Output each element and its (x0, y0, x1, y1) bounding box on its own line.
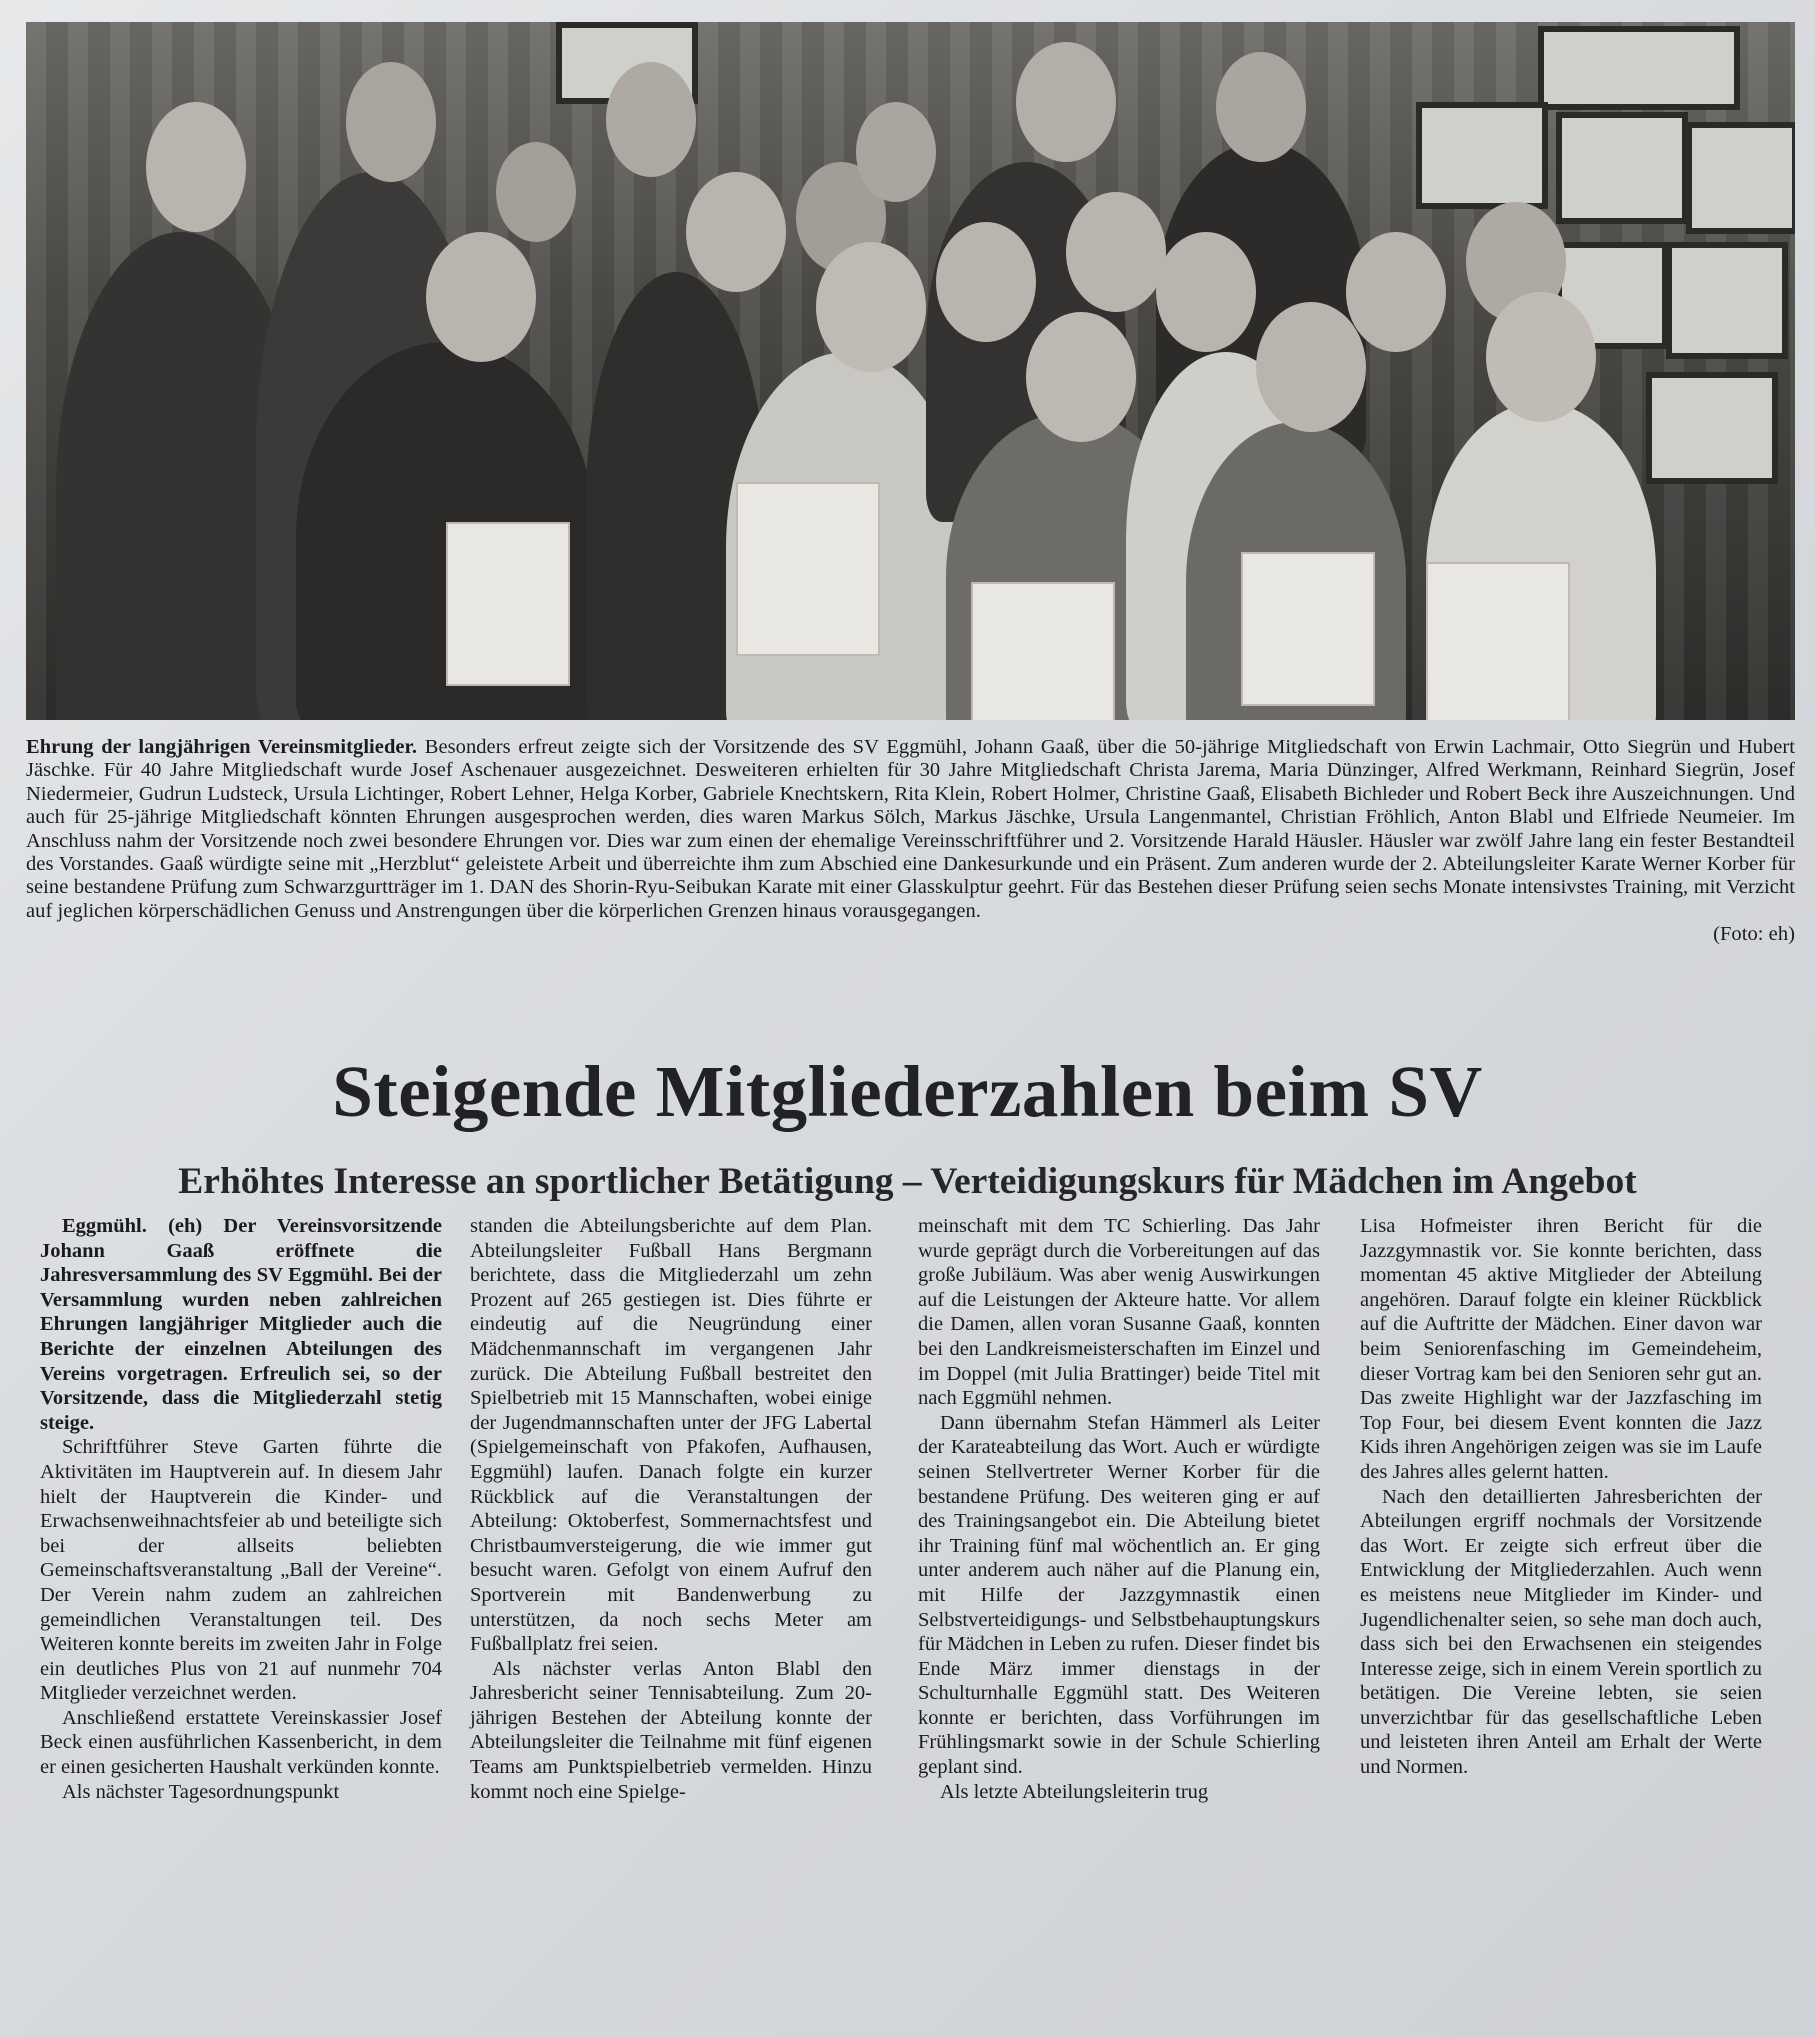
article-paragraph: Lisa Hofmeister ihren Bericht für die Jazzgymnastik vor. Sie konnte berichten, dass momentan 45 aktive Mitglieder der Abteilung angehören. Darauf folgte ein kleiner Rückblick auf die Auftritte der Mädchen. Einer davon war beim Seniorenfasching im Gemeindeheim, dieser Vortrag kam bei den Senioren sehr gut an. Das zweite Highlight war der Jazzfasching im Top Four, bei diesem Event konnten die Jazz Kids ihren Angehörigen zeigen was sie im Laufe des Jahres alles gelernt hatten. (1360, 1215, 1762, 1483)
face (606, 62, 696, 177)
certificate (446, 522, 570, 686)
group-photo (26, 22, 1795, 720)
photo-caption (26, 736, 1795, 947)
article-paragraph: Als nächster Tagesordnungspunkt (62, 1780, 340, 1803)
article-paragraph: Anschließend erstattete Vereinskassier Josef Beck einen ausführlichen Kassenbericht, in dem er einen gesicherten Haushalt verkünden konnte. (40, 1706, 442, 1779)
face (1156, 232, 1256, 352)
wall-picture (1556, 112, 1688, 224)
face (426, 232, 536, 362)
certificate (971, 582, 1115, 720)
face (496, 142, 576, 242)
article-paragraph: standen die Abteilungsberichte auf dem Plan. Abteilungsleiter Fußball Hans Bergmann berichtete, dass die Mitgliederzahl um zehn Prozent auf 265 gestiegen ist. Dies führte er eindeutig auf die Neugründung einer Mädchenmannschaft im vergangenen Jahr zurück. Die Abteilung Fußball bestreitet den Spielbetrieb mit 15 Mannschaften, wobei einige der Jugendmannschaften unter der JFG Labertal (Spielgemeinschaft von Pfakofen, Aufhausen, Eggmühl) laufen. Danach folgte ein kurzer Rückblick auf die Veranstaltungen der Abteilung: Oktoberfest, Sommernachtsfest und Christbaumversteigerung, die wie immer gut besucht waren. Gefolgt von einem Aufruf den Sportverein mit Bandenwerbung zu unterstützen, da noch sechs Meter am Fußballplatz frei seien. (470, 1215, 872, 1656)
article-column-2 (470, 1214, 872, 1804)
face (346, 62, 436, 182)
certificate (1426, 562, 1570, 720)
article-lead-paragraph: Eggmühl. (eh) Der Vereinsvorsitzende Johann Gaaß eröffnete die Jahresversammlung des SV Eggmühl. Bei der Versammlung wurden neben zahlreichen Ehrungen langjähriger Mitglieder auch die Berichte der einzelnen Abteilungen des Vereins vorgetragen. Erfreulich sei, so der Vorsitzende, dass die Mitgliederzahl stetig steige. (40, 1215, 442, 1434)
face (1216, 52, 1306, 162)
face (1016, 42, 1116, 162)
face (936, 222, 1036, 342)
article-paragraph: Dann übernahm Stefan Hämmerl als Leiter der Karateabteilung das Wort. Auch er würdigte seinen Stellvertreter Werner Korber für die bestandene Prüfung. Des weiteren ging er auf des Trainingsangebot ein. Die Abteilung bietet ihr Training fünf mal wöchentlich an. Er ging unter anderem auch näher auf die Planung ein, mit Hilfe der Jazzgymnastik einen Selbstverteidigungs- und Selbstbehauptungskurs für Mädchen in Leben zu rufen. Dieser findet bis Ende März immer dienstags in der Schulturnhalle Eggmühl statt. Des Weiteren konnte er berichten, dass Vorführungen im Frühlingsmarkt sowie in der Schule Schierling geplant sind. (918, 1411, 1320, 1779)
face (1066, 192, 1166, 312)
face (816, 242, 926, 372)
wall-picture (1646, 372, 1778, 484)
article-column-4 (1360, 1214, 1762, 1780)
wall-picture (1416, 102, 1548, 209)
caption-lead: Ehrung der langjährigen Vereinsmitglieder. (26, 736, 417, 758)
face (1256, 302, 1366, 432)
photo-credit: (Foto: eh) (1713, 923, 1795, 946)
article-column-1 (40, 1214, 442, 1804)
face (686, 172, 786, 292)
certificate (1241, 552, 1375, 706)
article-paragraph: meinschaft mit dem TC Schierling. Das Jahr wurde geprägt durch die Vorbereitungen auf das große Jubiläum. Was aber wenig Auswirkungen auf die Leistungen der Akteure hatte. Vor allem die Damen, allen voran Susanne Gaaß, konnten bei den Landkreismeisterschaften im Einzel und im Doppel (mit Julia Brattinger) beide Titel mit nach Eggmühl nehmen. (918, 1215, 1320, 1410)
face (146, 102, 246, 232)
wall-picture (1538, 26, 1740, 110)
certificate (736, 482, 880, 656)
face (856, 102, 936, 202)
face (1026, 312, 1136, 442)
article-body (40, 1214, 1780, 2029)
article-paragraph: Als nächster verlas Anton Blabl den Jahresbericht seiner Tennisabteilung. Zum 20-jährigen Bestehen der Abteilung konnte der Abteilungsleiter die Teilnahme mit fünf eigenen Teams am Punktspielbetrieb vermelden. Hinzu kommt noch eine Spielge- (470, 1657, 872, 1803)
face (1486, 292, 1596, 422)
wall-picture (1666, 242, 1788, 359)
article-column-3 (918, 1214, 1320, 1804)
article-paragraph: Als letzte Abteilungsleiterin trug (940, 1780, 1209, 1803)
article-paragraph: Schriftführer Steve Garten führte die Aktivitäten im Hauptverein auf. In diesem Jahr hielt der Hauptverein die Kinder- und Erwachsenweihnachtsfeier ab und beteiligte sich bei der allseits beliebten Gemeinschaftsveranstaltung „Ball der Vereine“. Der Verein nahm zudem an zahlreichen gemeindlichen Veranstaltungen teil. Des Weiteren konnte bereits im zweiten Jahr in Folge ein deutliches Plus von 21 auf nunmehr 704 Mitglieder verzeichnet werden. (40, 1436, 442, 1705)
caption-text: Besonders erfreut zeigte sich der Vorsitzende des SV Eggmühl, Johann Gaaß, über die 50-jährige Mitgliedschaft von Erwin Lachmair, Otto Siegrün und Hubert Jäschke. Für 40 Jahre Mitgliedschaft wurde Josef Aschenauer ausgezeichnet. Desweiteren erhielten für 30 Jahre Mitgliedschaft Christa Jarema, Maria Dünzinger, Alfred Werkmann, Reinhard Siegrün, Josef Niedermeier, Gudrun Ludsteck, Ursula Lichtinger, Robert Lehner, Helga Korber, Gabriele Knechtskern, Rita Klein, Robert Holmer, Christine Gaaß, Elisabeth Bichleder und Robert Beck ihre Auszeichnungen. Und auch für 25-jährige Mitgliedschaft könnten Ehrungen ausgesprochen werden, dies waren Markus Sölch, Markus Jäschke, Ursula Langenmantel, Christian Fröhlich, Anton Blabl und Elfriede Neumeier. Im Anschluss nahm der Vorsitzende noch zwei besondere Ehrungen vor. Dies war zum einen der ehemalige Vereinsschriftführer und 2. Vorsitzende Harald Häusler. Häusler war zwölf Jahre lang ein fester Bestandteil des Vorstandes. Gaaß würdigte seine mit „Herzblut“ geleistete Arbeit und überreichte ihm zum Abschied eine Dankesurkunde und ein Präsent. Zum anderen wurde der 2. Abteilungsleiter Karate Werner Korber für seine bestandene Prüfung zum Schwarzgurtträger im 1. DAN des Shorin-Ryu-Seibukan Karate mit einer Glasskulptur geehrt. Für das Bestehen dieser Prüfung seien sechs Monate intensivstes Training, mit Verzicht auf jeglichen körperschädlichen Genuss und Anstrengungen über die körperlichen Grenzen hinaus vorausgegangen. (26, 736, 1795, 922)
face (1346, 232, 1446, 352)
article-paragraph: Nach den detaillierten Jahresberichten der Abteilungen ergriff nochmals der Vorsitzende das Wort. Er zeigte sich erfreut über die Entwicklung der Mitgliederzahlen. Auch wenn es meistens neue Mitglieder im Kinder- und Jugendlichenalter seien, so sehe man doch auch, dass sich bei den Erwachsenen ein steigendes Interesse zeige, sich in einem Verein sportlich zu betätigen. Die Vereine lebten, sie seien unverzichtbar für das gesellschaftliche Leben und leisteten ihren Anteil am Erhalt der Werte und Normen. (1360, 1485, 1762, 1779)
wall-picture (1686, 122, 1795, 234)
article-subheadline: Erhöhtes Interesse an sportlicher Betätigung – Verteidigungskurs für Mädchen im Angebot (178, 1161, 1637, 1202)
article-headline: Steigende Mitgliederzahlen beim SV (332, 1051, 1483, 1132)
